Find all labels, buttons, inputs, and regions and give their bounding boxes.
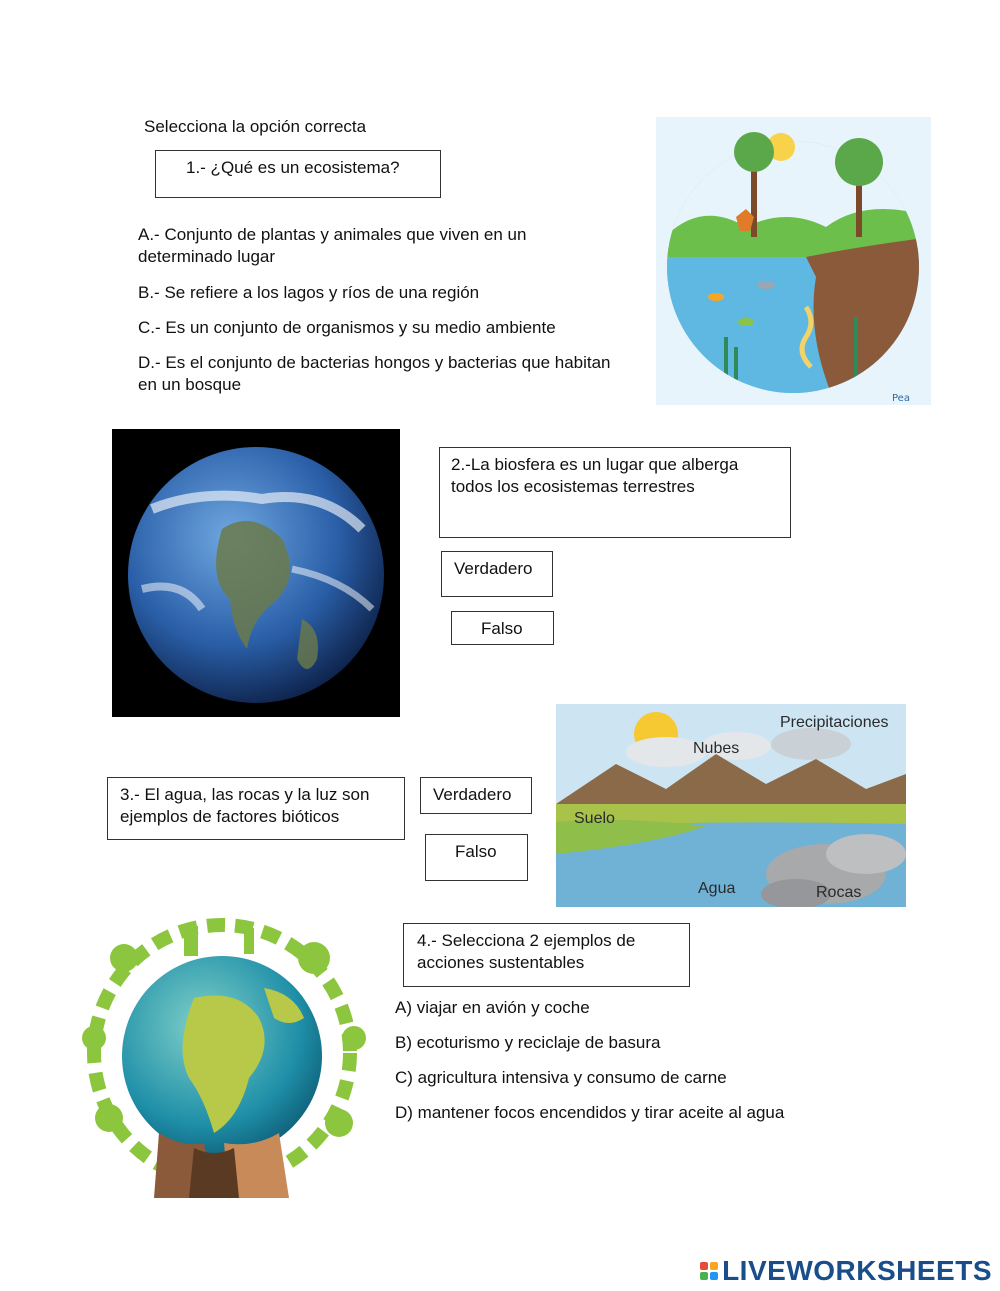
q4-option-a[interactable]: A) viajar en avión y coche (395, 998, 590, 1017)
q2-false-button[interactable]: Falso (451, 611, 554, 645)
instruction-text: Selecciona la opción correcta (144, 117, 367, 136)
q4-option-b[interactable]: B) ecoturismo y reciclaje de basura (395, 1033, 661, 1052)
question-3-box (107, 777, 405, 840)
sustainable-earth-image (64, 918, 380, 1204)
label-precipitaciones: Precipitaciones (780, 714, 889, 731)
question-3-line2: ejemplos de factores bióticos (120, 807, 340, 826)
question-2-line2: todos los ecosistemas terrestres (451, 477, 695, 496)
ecosystem-image-mark: Pea (892, 393, 910, 404)
earth-image (112, 429, 400, 717)
q1-option-a[interactable]: A.- Conjunto de plantas y animales que viven en un determinado lugar (138, 225, 527, 266)
q3-true-button[interactable]: Verdadero (420, 777, 532, 814)
q1-option-c[interactable]: C.- Es un conjunto de organismos y su medio ambiente (138, 318, 556, 337)
label-suelo: Suelo (574, 810, 615, 827)
label-rocas: Rocas (816, 884, 862, 901)
question-4-line2: acciones sustentables (417, 953, 585, 972)
q3-false-button[interactable]: Falso (425, 834, 528, 881)
question-1-box (155, 150, 441, 198)
q4-option-d[interactable]: D) mantener focos encendidos y tirar aceite al agua (395, 1103, 785, 1122)
ecosystem-image (656, 117, 931, 405)
liveworksheets-logo[interactable] (700, 1254, 992, 1288)
label-nubes: Nubes (693, 740, 740, 757)
logo-blocks-icon (700, 1262, 718, 1280)
q1-option-b[interactable]: B.- Se refiere a los lagos y ríos de una región (138, 283, 480, 302)
q4-option-c[interactable]: C) agricultura intensiva y consumo de carne (395, 1068, 727, 1087)
question-2-box (439, 447, 791, 538)
q2-true-button[interactable]: Verdadero (441, 551, 553, 597)
question-3-line1: 3.- El agua, las rocas y la luz son (120, 785, 370, 804)
label-agua: Agua (698, 880, 736, 897)
landscape-image (556, 704, 906, 907)
question-1-text: 1.- ¿Qué es un ecosistema? (186, 158, 400, 177)
q1-option-d[interactable]: D.- Es el conjunto de bacterias hongos y bacterias que habitan en un bosque (138, 353, 611, 394)
question-4-line1: 4.- Selecciona 2 ejemplos de (417, 931, 636, 950)
brand-name: LIVEWORKSHEETS (722, 1255, 992, 1286)
question-4-box (403, 923, 690, 987)
question-2-line1: 2.-La biosfera es un lugar que alberga (451, 455, 739, 474)
